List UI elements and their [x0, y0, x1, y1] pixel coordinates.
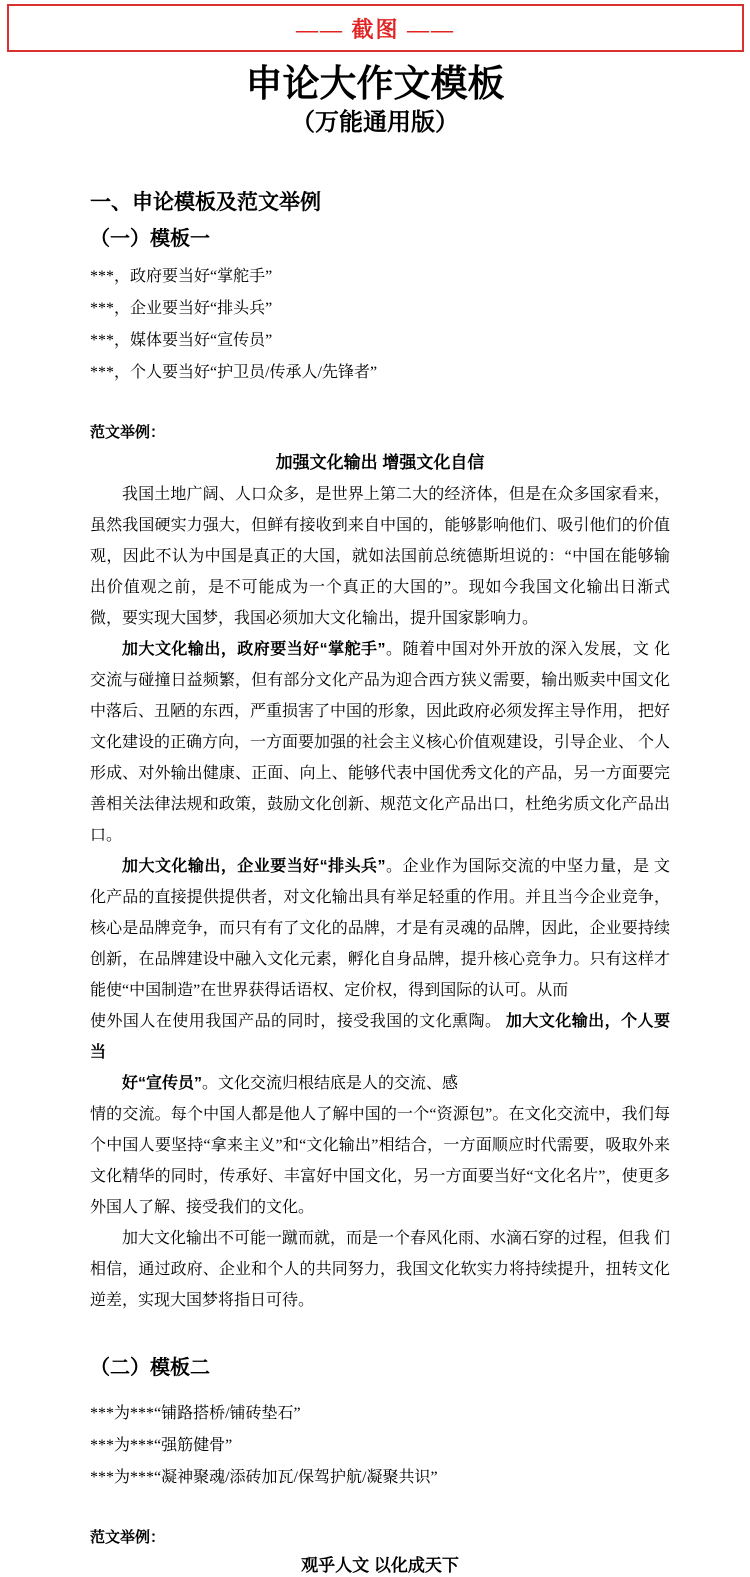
essay-paragraph: 情的交流。每个中国人都是他人了解中国的一个“资源包”。在文化交流中，我们每个中国人要坚持“拿来主义”和“文化输出”相结合，一方面顺应时代需要，吸取外来文化精华的同时，传承好、丰富好中国文化，另一方面要当好“文化名片”，使更多外国人了解、接受我们的文化。 — [90, 1106, 670, 1216]
template-item: ***，媒体要当好“宣传员” — [90, 332, 273, 349]
template-item: ***，政府要当好“掌舵手” — [90, 268, 273, 285]
essay-body — [90, 479, 670, 1316]
essay-paragraph: 加大文化输出，企业要当好“排头兵”。企业作为国际交流的中坚力量，是 文化产品的直接提供提供者，对文化输出具有举足轻重的作用。并且当今企业竞争，核心是品牌竞争，而只有有了文化的品牌，才是有灵魂的品牌，因此，企业要持续创新，在品牌建设中融入文化元素，孵化自身品牌，提升核心竞争力。只有这样才能使“中国制造”在世界获得话语权、定价权，得到国际的认可。从而 — [90, 858, 670, 999]
template-item: ***，企业要当好“排头兵” — [90, 300, 273, 317]
essay-paragraph: 好“宣传员”。文化交流归根结底是人的交流、感 — [122, 1075, 459, 1092]
essay-paragraph: 使外国人在使用我国产品的同时，接受我国的文化熏陶。 加大文化输出，个人要当 — [90, 1013, 670, 1061]
document-body — [90, 191, 670, 1577]
template-item: ***为***“强筋健骨” — [90, 1437, 233, 1454]
document-subtitle: （万能通用版） — [291, 110, 459, 136]
example-label: 范文举例： — [90, 1529, 166, 1546]
template-one-heading: （一）模板一 — [90, 228, 210, 250]
template-two-items — [90, 1398, 670, 1494]
screenshot-banner — [7, 4, 744, 52]
template-item: ***为***“铺路搭桥/铺砖垫石” — [90, 1405, 301, 1422]
essay-paragraph: 加大文化输出，政府要当好“掌舵手”。随着中国对外开放的深入发展，文 化交流与碰撞日益频繁，但有部分文化产品为迎合西方狭义需要，输出贩卖中国文化中落后、丑陋的东西，严重损害了中国的形象，因此政府必须发挥主导作用， 把好文化建设的正确方向，一方面要加强的社会主义核心价值观建设，引导企业、 个人形成、对外输出健康、正面、向上、能够代表中国优秀文化的产品，另一方面要完善相关法律法规和政策，鼓励文化创新、规范文化产品出口，杜绝劣质文化产品出口。 — [90, 641, 671, 844]
screenshot-banner-label: —— 截图 —— — [295, 16, 455, 42]
template-item: ***为***“凝神聚魂/添砖加瓦/保驾护航/凝聚共识” — [90, 1469, 438, 1486]
essay-title: 加强文化输出 增强文化自信 — [275, 453, 485, 472]
document-title: 申论大作文模板 — [245, 64, 505, 105]
template-item: ***，个人要当好“护卫员/传承人/先锋者” — [90, 364, 378, 381]
template-one-items — [90, 261, 670, 389]
document-page — [0, 4, 750, 1575]
section-heading: 一、申论模板及范文举例 — [90, 191, 321, 214]
example-label: 范文举例： — [90, 424, 166, 441]
template-two-heading: （二）模板二 — [90, 1357, 210, 1379]
essay-title: 观乎人文 以化成天下 — [301, 1556, 459, 1575]
essay-paragraph: 我国土地广阔、人口众多，是世界上第二大的经济体，但是在众多国家看来， 虽然我国硬实力强大，但鲜有接收到来自中国的，能够影响他们、吸引他们的价值观，因此不认为中国是真正的大国，就如法国前总统德斯坦说的：“中国在能够输出价值观之前，是不可能成为一个真正的大国的”。现如今我国文化输出日渐式微，要实现大国梦，我国必须加大文化输出，提升国家影响力。 — [90, 486, 670, 627]
essay-paragraph: 加大文化输出不可能一蹴而就，而是一个春风化雨、水滴石穿的过程，但我 们相信，通过政府、企业和个人的共同努力，我国文化软实力将持续提升，扭转文化逆差，实现大国梦将指日可待。 — [90, 1230, 671, 1309]
